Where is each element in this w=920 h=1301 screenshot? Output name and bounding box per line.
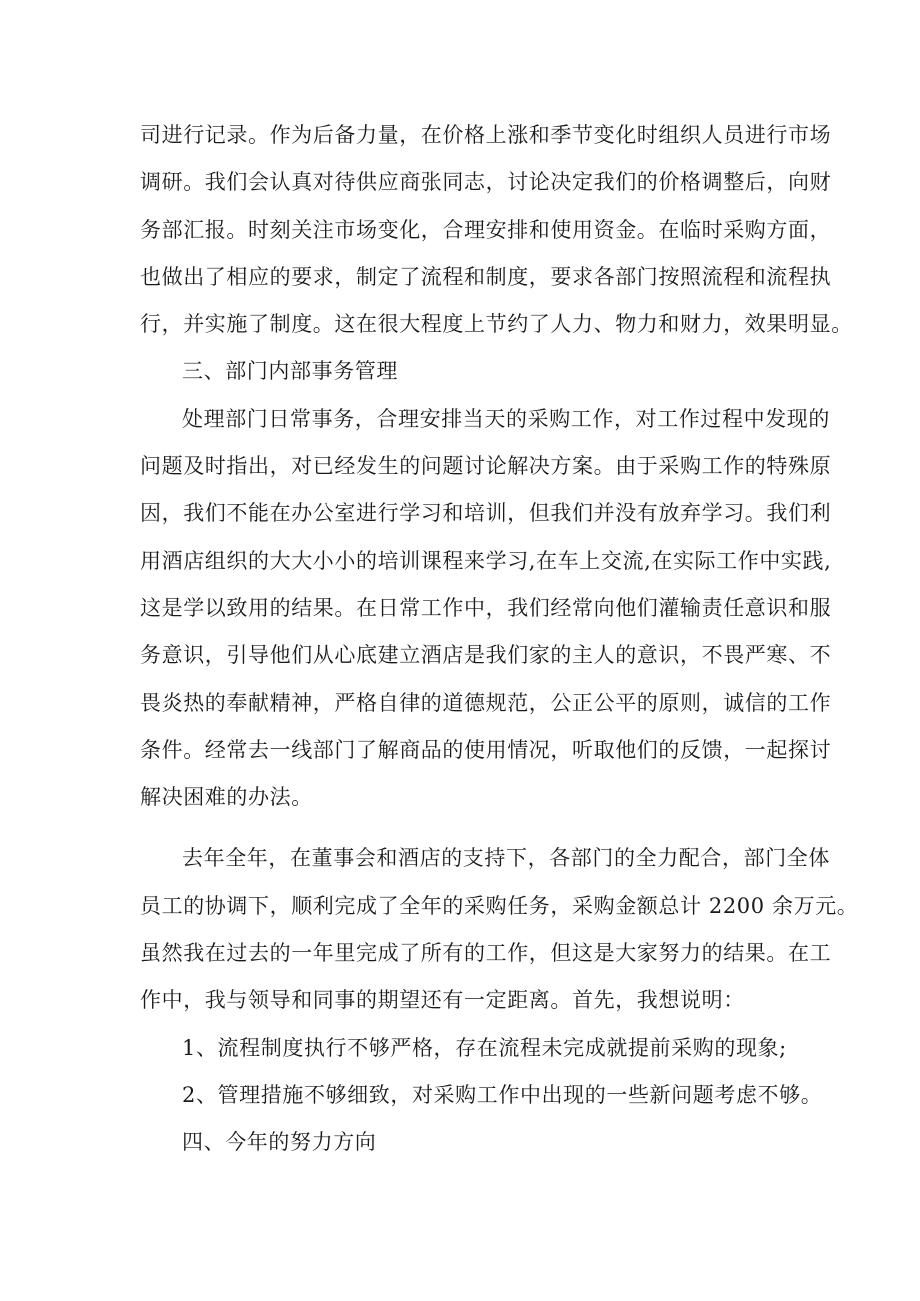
text-line: 去年全年，在董事会和酒店的支持下，各部门的全力配合，部门全体 xyxy=(182,846,830,871)
text-line: 解决困难的办法。 xyxy=(140,785,313,810)
text-line: 务部汇报。时刻关注市场变化，合理安排和使用资金。在临时采购方面， xyxy=(140,217,832,242)
text-line: 问题及时指出，对已经发生的问题讨论解决方案。由于采购工作的特殊原 xyxy=(140,454,832,479)
text-line: 虽然我在过去的一年里完成了所有的工作，但这是大家努力的结果。在工 xyxy=(140,941,832,966)
section-heading-3: 三、部门内部事务管理 xyxy=(182,359,398,384)
text-line: 调研。我们会认真对待供应商张同志，讨论决定我们的价格调整后，向财 xyxy=(140,170,832,195)
list-item: 1、流程制度执行不够严格，存在流程未完成就提前采购的现象; xyxy=(182,1035,787,1060)
text-line: 务意识，引导他们从心底建立酒店是我们家的主人的意识，不畏严寒、不 xyxy=(140,643,832,668)
paragraph-procurement-records xyxy=(140,112,853,348)
text-line: 作中，我与领导和同事的期望还有一定距离。首先，我想说明： xyxy=(140,988,745,1013)
text-line: 条件。经常去一线部门了解商品的使用情况，听取他们的反馈，一起探讨 xyxy=(140,737,832,762)
text-line: 处理部门日常事务，合理安排当天的采购工作，对工作过程中发现的 xyxy=(182,406,830,431)
text-line: 也做出了相应的要求，制定了流程和制度，要求各部门按照流程和流程执 xyxy=(140,264,832,289)
paragraph-internal-affairs xyxy=(140,396,832,822)
section-heading-4: 四、今年的努力方向 xyxy=(182,1130,377,1155)
text-line: 因，我们不能在办公室进行学习和培训，但我们并没有放弃学习。我们利 xyxy=(140,501,832,526)
text-line: 这是学以致用的结果。在日常工作中，我们经常向他们灌输责任意识和服 xyxy=(140,595,832,620)
text-line: 用酒店组织的大大小小的培训课程来学习,在车上交流,在实际工作中实践, xyxy=(140,548,832,573)
text-line: 员工的协调下，顺利完成了全年的采购任务，采购金额总计 2200 余万元。 xyxy=(140,893,859,918)
text-line: 司进行记录。作为后备力量，在价格上涨和季节变化时组织人员进行市场 xyxy=(140,123,832,147)
text-line: 畏炎热的奉献精神，严格自律的道德规范，公正公平的原则，诚信的工作 xyxy=(140,690,832,715)
paragraph-annual-summary xyxy=(140,835,859,1024)
paragraph-gap xyxy=(140,821,800,835)
list-item: 2、管理措施不够细致，对采购工作中出现的一些新问题考虑不够。 xyxy=(182,1082,823,1107)
document-body xyxy=(140,112,859,1167)
text-line: 行，并实施了制度。这在很大程度上节约了人力、物力和财力，效果明显。 xyxy=(140,312,853,337)
